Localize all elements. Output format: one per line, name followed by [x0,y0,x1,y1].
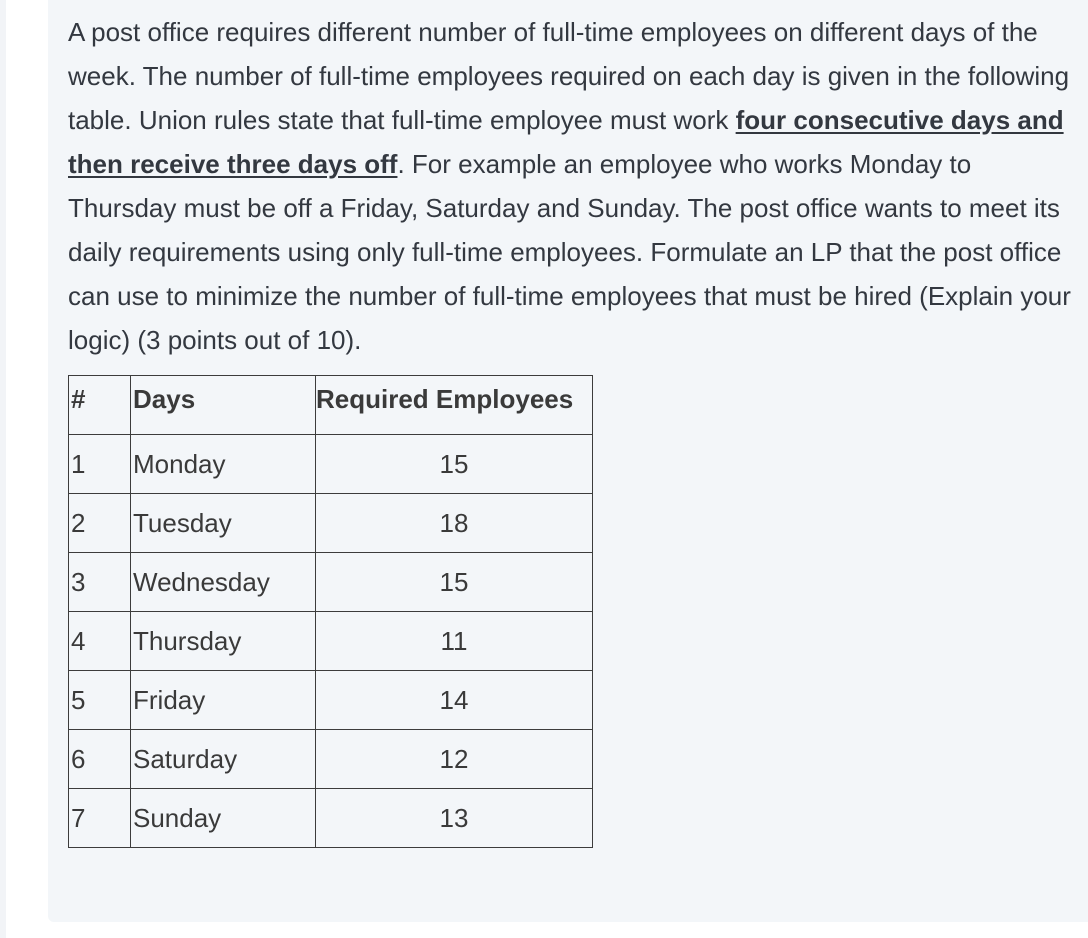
row-number: 7 [69,789,131,848]
row-number: 3 [69,553,131,612]
row-day: Tuesday [131,494,316,553]
row-required: 14 [316,671,593,730]
header-days: Days [131,376,316,435]
header-required-employees: Required Employees [316,376,593,435]
row-required: 12 [316,730,593,789]
row-number: 4 [69,612,131,671]
row-day: Monday [131,435,316,494]
table-row [69,553,593,612]
row-day: Thursday [131,612,316,671]
row-required: 15 [316,435,593,494]
row-required: 15 [316,553,593,612]
table-row [69,494,593,553]
table-row [69,671,593,730]
header-number: # [69,376,131,435]
row-number: 5 [69,671,131,730]
row-required: 18 [316,494,593,553]
table-row [69,612,593,671]
table-row [69,435,593,494]
table-row [69,789,593,848]
table-header-row [69,376,593,435]
table-row [69,730,593,789]
row-day: Saturday [131,730,316,789]
row-day: Wednesday [131,553,316,612]
row-number: 2 [69,494,131,553]
question-text-before: A post office requires different number of full-time employees on different days of the week. The number of full-time employees required on each day is given in the following table. Union rules state that full-time employee must work [68,17,1070,135]
row-day: Sunday [131,789,316,848]
row-number: 1 [69,435,131,494]
row-number: 6 [69,730,131,789]
question-emphasis: four consecutive days and then receive three days off [68,105,1064,179]
requirements-table [68,375,593,848]
question-text-after: . For example an employee who works Monday to Thursday must be off a Friday, Saturday and Sunday. The post office wants to meet its daily requirements using only full-time employees. Formulate an LP that the post office can use to minimize the number of full-time employees that must be hired (Explain your logic) (3 points out of 10). [68,149,1071,355]
row-day: Friday [131,671,316,730]
question-text [68,10,1078,362]
left-margin-strip [0,0,6,938]
row-required: 13 [316,789,593,848]
row-required: 11 [316,612,593,671]
